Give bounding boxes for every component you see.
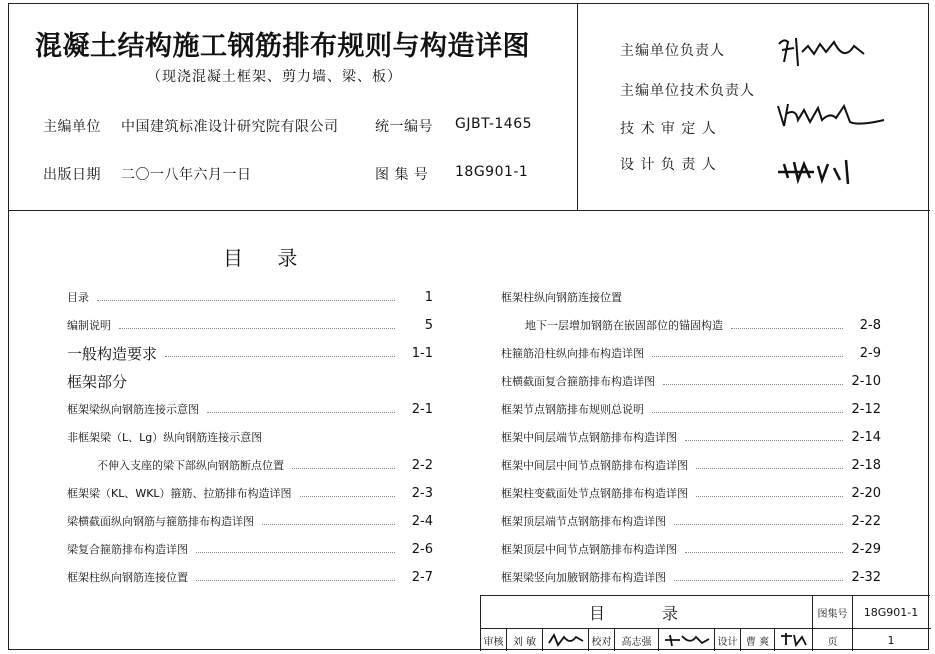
toc-entry-label: 梁复合箍筋排布构造详图 xyxy=(67,543,188,556)
atlas-value: 18G901-1 xyxy=(455,164,529,180)
toc-entry-label: 框架梁（KL、WKL）箍筋、拉筋排布构造详图 xyxy=(67,487,292,500)
toc-entry[interactable] xyxy=(67,286,433,308)
toc-entry-page: 2-9 xyxy=(859,345,881,361)
leader-dots xyxy=(685,440,843,441)
tb-design-label: 设计 xyxy=(715,629,741,651)
toc-entry-label: 柱箍筋沿柱纵向排布构造详图 xyxy=(501,347,644,360)
toc-entry-label: 框架梁纵向钢筋连接示意图 xyxy=(67,403,199,416)
toc-entry-label: 框架梁竖向加腋钢筋排布构造详图 xyxy=(501,571,666,584)
date-label: 出版日期 xyxy=(43,167,101,183)
tb-atlas-label: 图集号 xyxy=(813,596,853,628)
toc-section-heading xyxy=(67,370,433,392)
toc-entry-label: 框架顶层中间节点钢筋排布构造详图 xyxy=(501,543,677,556)
toc-entry-label: 框架中间层中间节点钢筋排布构造详图 xyxy=(501,459,688,472)
toc-entry[interactable] xyxy=(97,454,433,476)
tb-atlas-value: 18G901-1 xyxy=(863,605,919,619)
toc-entry[interactable] xyxy=(501,286,881,308)
leader-dots xyxy=(674,524,843,525)
tb-designer: 曹 爽 xyxy=(741,629,775,651)
sheet-header xyxy=(9,4,930,211)
leader-dots xyxy=(207,412,395,413)
leader-dots xyxy=(196,552,395,553)
toc-entry[interactable] xyxy=(501,370,881,392)
date-value: 二〇一八年六月一日 xyxy=(121,167,252,183)
leader-dots xyxy=(119,328,395,329)
drawing-sheet xyxy=(8,3,929,650)
toc-entry-label: 框架节点钢筋排布规则总说明 xyxy=(501,403,644,416)
toc-entry-label: 非框架梁（L、Lg）纵向钢筋连接示意图 xyxy=(67,431,263,444)
toc-entry[interactable] xyxy=(67,538,433,560)
signature-chief-editor xyxy=(774,32,884,72)
toc-entry-label: 编制说明 xyxy=(67,319,111,332)
toc-entry-page: 1 xyxy=(424,289,433,305)
toc-entry-page: 2-32 xyxy=(851,569,881,585)
leader-dots xyxy=(674,580,843,581)
toc-entry-page: 2-8 xyxy=(859,317,881,333)
toc-entry-page: 2-29 xyxy=(851,541,881,557)
toc-entry-page: 2-6 xyxy=(411,541,433,557)
responsible-panel xyxy=(577,4,930,211)
tb-page-label: 页 xyxy=(813,629,853,651)
toc-entry-label: 一般构造要求 xyxy=(67,344,158,363)
role-technical-chief: 主编单位技术负责人 xyxy=(620,83,755,99)
toc-entry-label: 框架顶层端节点钢筋排布构造详图 xyxy=(501,515,666,528)
leader-dots xyxy=(292,468,395,469)
toc-entry[interactable] xyxy=(67,426,433,448)
toc-entry[interactable] xyxy=(525,314,881,336)
toc-entry[interactable] xyxy=(501,566,881,588)
tb-check-label: 校对 xyxy=(589,629,615,651)
toc-entry[interactable] xyxy=(67,314,433,336)
signature-technical-chief xyxy=(774,96,889,136)
toc-entry-label: 柱横截面复合箍筋排布构造详图 xyxy=(501,375,655,388)
toc-entry-label: 框架部分 xyxy=(67,372,128,391)
toc-entry[interactable] xyxy=(501,342,881,364)
leader-dots xyxy=(685,552,843,553)
leader-dots xyxy=(262,524,395,525)
editor-label: 主编单位 xyxy=(43,119,101,135)
tb-checker-signature xyxy=(659,629,715,651)
leader-dots xyxy=(196,580,395,581)
leader-dots xyxy=(731,328,843,329)
toc-entry[interactable] xyxy=(501,538,881,560)
code-value: GJBT-1465 xyxy=(455,116,533,132)
editor-value: 中国建筑标准设计研究院有限公司 xyxy=(121,119,339,135)
tb-checker: 高志强 xyxy=(615,629,659,651)
role-design-chief: 设 计 负 责 人 xyxy=(620,157,717,173)
toc-entry-page: 2-14 xyxy=(851,429,881,445)
toc-entry-page: 2-3 xyxy=(411,485,433,501)
title-block-title: 目 录 xyxy=(481,596,813,628)
toc-entry[interactable] xyxy=(501,482,881,504)
tb-review-label: 审核 xyxy=(481,629,507,651)
role-chief-editor: 主编单位负责人 xyxy=(620,43,725,59)
leader-dots xyxy=(300,496,395,497)
toc-entry-label: 目录 xyxy=(67,291,89,304)
toc-entry-label: 地下一层增加钢筋在嵌固部位的锚固构造 xyxy=(525,319,723,332)
leader-dots xyxy=(696,468,843,469)
toc-entry[interactable] xyxy=(67,566,433,588)
toc-entry[interactable] xyxy=(501,398,881,420)
leader-dots xyxy=(696,496,843,497)
toc-entry-label: 框架柱纵向钢筋连接位置 xyxy=(67,571,188,584)
role-technical-approver: 技 术 审 定 人 xyxy=(620,121,717,137)
toc-entry[interactable] xyxy=(501,454,881,476)
toc-entry-page: 2-12 xyxy=(851,401,881,417)
title-block xyxy=(480,595,930,651)
toc-entry-label: 框架中间层端节点钢筋排布构造详图 xyxy=(501,431,677,444)
toc-entry-page: 1-1 xyxy=(411,345,433,361)
toc-entry-page: 2-2 xyxy=(411,457,433,473)
toc-entry[interactable] xyxy=(67,482,433,504)
tb-reviewer: 刘 敏 xyxy=(507,629,543,651)
tb-designer-signature xyxy=(775,629,813,651)
toc-title: 目 录 xyxy=(223,246,312,270)
leader-dots xyxy=(663,384,843,385)
toc-entry-page: 2-20 xyxy=(851,485,881,501)
toc-entry-page: 5 xyxy=(424,317,433,333)
toc-entry-page: 2-7 xyxy=(411,569,433,585)
tb-page-value: 1 xyxy=(887,633,895,647)
tb-reviewer-signature xyxy=(543,629,589,651)
leader-dots xyxy=(652,356,843,357)
toc-entry-label: 框架柱变截面处节点钢筋排布构造详图 xyxy=(501,487,688,500)
toc-entry-label: 梁横截面纵向钢筋与箍筋排布构造详图 xyxy=(67,515,254,528)
toc-entry[interactable] xyxy=(501,510,881,532)
atlas-label: 图 集 号 xyxy=(375,167,429,183)
toc-entry-page: 2-4 xyxy=(411,513,433,529)
header-info-panel xyxy=(9,4,577,211)
toc-entry-page: 2-10 xyxy=(851,373,881,389)
leader-dots xyxy=(165,356,395,357)
toc-entry-page: 2-22 xyxy=(851,513,881,529)
toc-entry-page: 2-1 xyxy=(411,401,433,417)
code-label: 统一编号 xyxy=(375,119,433,135)
toc-entry-label: 框架柱纵向钢筋连接位置 xyxy=(501,291,622,304)
leader-dots xyxy=(652,412,843,413)
toc-entry[interactable] xyxy=(501,426,881,448)
toc-entry[interactable] xyxy=(67,510,433,532)
signature-design-chief xyxy=(774,150,874,190)
toc-entry-label: 不伸入支座的梁下部纵向钢筋断点位置 xyxy=(97,459,284,472)
leader-dots xyxy=(97,300,395,301)
toc-entry-page: 2-18 xyxy=(851,457,881,473)
toc-entry[interactable] xyxy=(67,342,433,364)
toc-entry[interactable] xyxy=(67,398,433,420)
document-title: 混凝土结构施工钢筋排布规则与构造详图 xyxy=(35,31,530,62)
document-subtitle: （现浇混凝土框架、剪力墙、梁、板） xyxy=(147,69,402,85)
